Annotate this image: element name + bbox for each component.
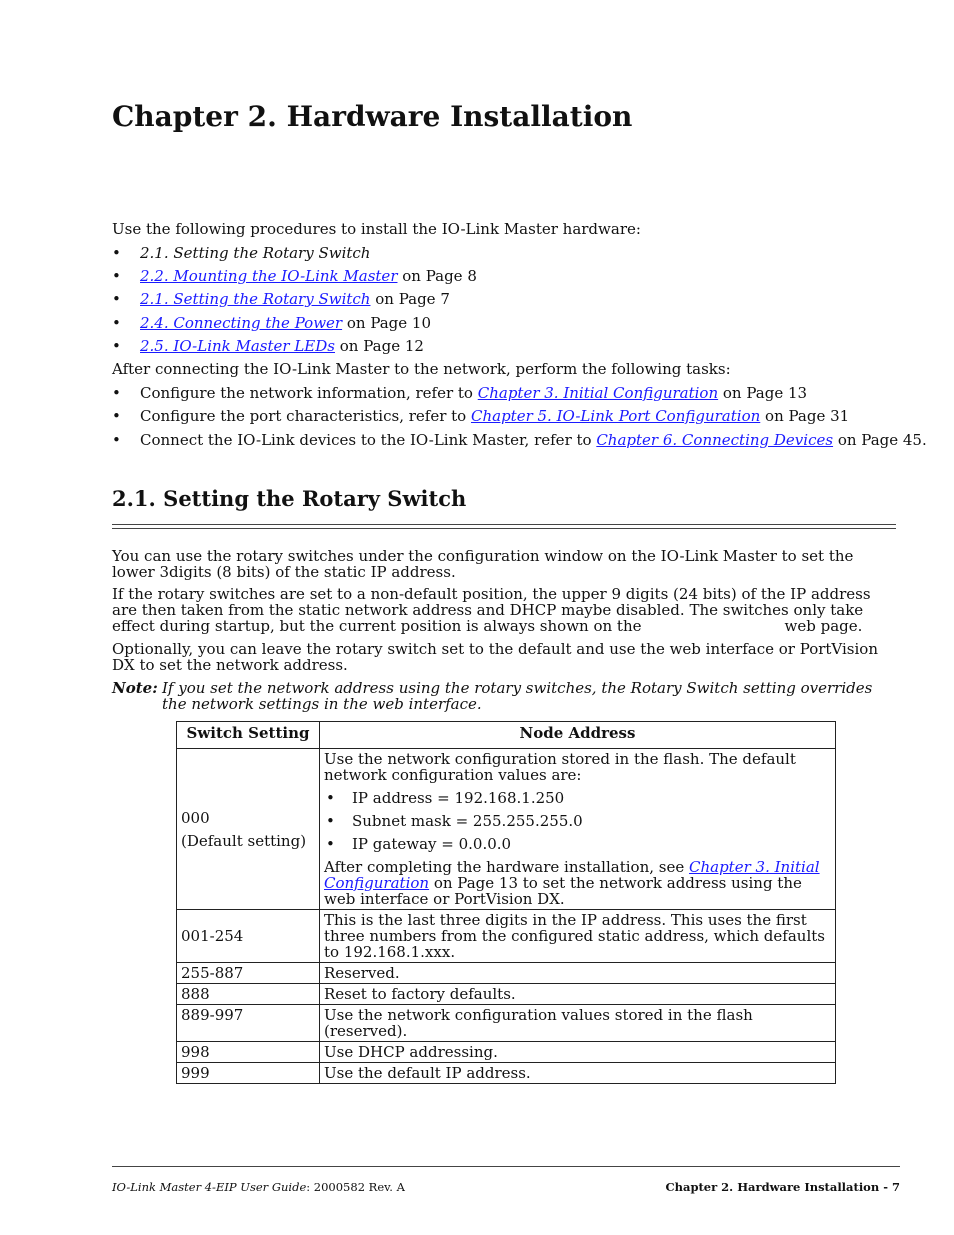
procedure-link[interactable]: 2.1. Setting the Rotary Switch [140,290,371,308]
setting-cell: 000 (Default setting) [177,749,320,910]
after-connecting-text: After connecting the IO-Link Master to the network, perform the following tasks: [112,360,731,378]
table-row [177,1063,836,1084]
footer-left: IO-Link Master 4-EIP User Guide: 2000582 Rev. A [112,1180,405,1194]
description-cell: Reset to factory defaults. [320,984,836,1005]
procedure-link[interactable]: 2.5. IO-Link Master LEDs [140,337,335,355]
setting-cell: 999 [177,1063,320,1084]
procedure-label: 2.1. Setting the Rotary Switch [140,244,371,262]
paragraph: You can use the rotary switches under the configuration window on the IO-Link Master to set the lower 3digits (8 bits) of the static IP address. [112,547,854,581]
paragraph: Optionally, you can leave the rotary switch set to the default and use the web interface or PortVision DX to set the network address. [112,640,878,674]
list-item: • Subnet mask = 255.255.255.0 [324,813,831,829]
chapter-title: Chapter 2. Hardware Installation [112,100,633,133]
table-row [177,910,836,963]
table-row [177,963,836,984]
switch-settings-table [176,721,836,1084]
description-cell: Use the network configuration values stored in the flash (reserved). [320,1005,836,1042]
paragraph: If the rotary switches are set to a non-default position, the upper 9 digits (24 bits) of the IP address are then taken from the static network address and DHCP maybe disabled. The switches only take effect during startup, but the current position is always shown on the web page. [112,585,876,635]
config-link[interactable]: Chapter 3. Initial Configuration [324,858,820,892]
task-link[interactable]: Chapter 5. IO-Link Port Configuration [470,407,761,425]
list-item: • IP address = 192.168.1.250 [324,790,831,806]
table-header-row [177,722,836,749]
table-row [177,1042,836,1063]
note-text: If you set the network address using the rotary switches, the Rotary Switch setting overrides the network settings in the web interface. [162,679,873,713]
footer-right: Chapter 2. Hardware Installation - 7 [665,1180,900,1194]
setting-cell: 888 [177,984,320,1005]
section-rule-bottom [112,528,896,529]
setting-cell: 889-997 [177,1005,320,1042]
table-row [177,1005,836,1042]
description-cell: Use the default IP address. [320,1063,836,1084]
setting-cell: 998 [177,1042,320,1063]
column-header: Node Address [320,722,836,749]
description-cell: Use DHCP addressing. [320,1042,836,1063]
footer-rule [112,1166,900,1167]
procedure-link[interactable]: 2.4. Connecting the Power [140,314,343,332]
description-cell: This is the last three digits in the IP address. This uses the first three numbers from the configured static address, which defaults to 192.168.1.xxx. [320,910,836,963]
note-label: Note: [112,679,158,697]
setting-cell: 255-887 [177,963,320,984]
table-row [177,749,836,910]
section-title: 2.1. Setting the Rotary Switch [112,486,467,511]
section-rule-top [112,524,896,525]
column-header: Switch Setting [177,722,320,749]
setting-cell: 001-254 [177,910,320,963]
task-link[interactable]: Chapter 3. Initial Configuration [477,384,719,402]
task-link[interactable]: Chapter 6. Connecting Devices [596,431,834,449]
table-row [177,984,836,1005]
description-cell: Reserved. [320,963,836,984]
procedure-link[interactable]: 2.2. Mounting the IO-Link Master [140,267,398,285]
description-cell: Use the network configuration stored in the flash. The default network configuration values are: • IP address = 192.168.1.250 • Subnet mask = 255.255.255.0 • IP gateway = 0.0.0.0 After completing the hardware installation, see Chapter 3. Initial Configuration on Page 13 to set the network address using the web interface or PortVision DX. [320,749,836,910]
intro-text: Use the following procedures to install the IO-Link Master hardware: [112,220,641,238]
list-item: • IP gateway = 0.0.0.0 [324,836,831,852]
